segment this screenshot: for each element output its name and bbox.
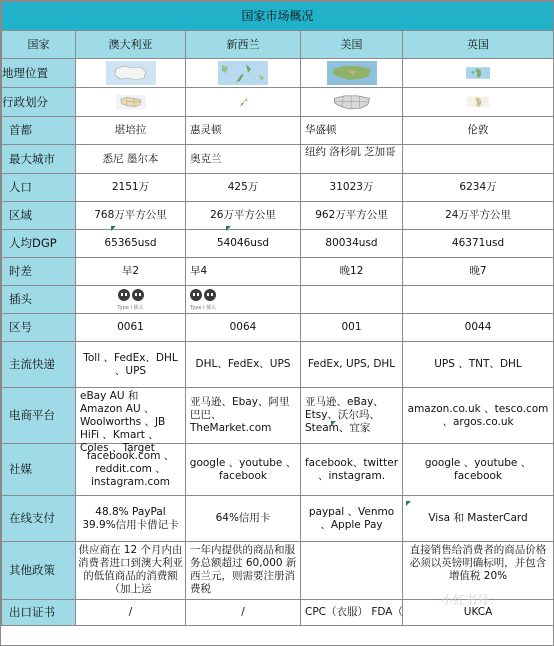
city-new-zealand: 奥克兰 bbox=[186, 145, 301, 174]
nz-map-icon bbox=[218, 61, 268, 85]
capital-usa: 华盛顿 bbox=[301, 117, 403, 145]
row-timezone bbox=[2, 258, 554, 286]
code-new-zealand: 0064 bbox=[186, 314, 301, 342]
australia-map-image bbox=[76, 59, 186, 88]
population-australia: 2151万 bbox=[76, 174, 186, 202]
australia-map-icon bbox=[106, 61, 156, 85]
plug-australia bbox=[76, 286, 186, 314]
cert-australia: / bbox=[76, 600, 186, 626]
row-label: 行政划分 bbox=[2, 88, 76, 117]
row-label: 最大城市 bbox=[2, 145, 76, 174]
row-label: 地理位置 bbox=[2, 59, 76, 88]
gdp-australia: 65365usd bbox=[76, 230, 186, 258]
cert-new-zealand: / bbox=[186, 600, 301, 626]
row-label: 出口证书 bbox=[2, 600, 76, 626]
row-population bbox=[2, 174, 554, 202]
cell-marker-icon bbox=[111, 226, 116, 231]
plug-socket-icon bbox=[190, 289, 216, 301]
header-new-zealand: 新西兰 bbox=[186, 31, 301, 59]
cert-usa-text: CPC（衣服） FDA（ bbox=[305, 606, 403, 618]
row-label: 电商平台 bbox=[2, 388, 76, 444]
capital-australia: 堪培拉 bbox=[76, 117, 186, 145]
usa-map-image bbox=[301, 59, 403, 88]
timezone-new-zealand: 早4 bbox=[186, 258, 301, 286]
area-new-zealand: 26万平方公里 bbox=[186, 202, 301, 230]
watermark: 小红书号： bbox=[441, 593, 502, 607]
gdp-usa: 80034usd bbox=[301, 230, 403, 258]
row-label: 区号 bbox=[2, 314, 76, 342]
header-usa: 美国 bbox=[301, 31, 403, 59]
ecommerce-australia bbox=[76, 388, 186, 454]
row-plug bbox=[2, 286, 554, 314]
table-title: 国家市场概况 bbox=[2, 2, 554, 31]
social-uk: google 、youtube 、facebook bbox=[403, 444, 554, 496]
row-label: 时差 bbox=[2, 258, 76, 286]
row-ecommerce bbox=[2, 388, 554, 444]
code-uk: 0044 bbox=[403, 314, 554, 342]
code-usa: 001 bbox=[301, 314, 403, 342]
policy-new-zealand bbox=[186, 542, 301, 600]
row-admin bbox=[2, 88, 554, 117]
city-australia: 悉尼 墨尔本 bbox=[76, 145, 186, 174]
usa-map-icon bbox=[327, 61, 377, 85]
plug-socket-icon bbox=[118, 289, 144, 301]
timezone-australia: 早2 bbox=[76, 258, 186, 286]
cell-marker-icon bbox=[406, 501, 411, 506]
ecommerce-new-zealand: 亚马逊、Ebay、阿里巴巴、TheMarket.com bbox=[186, 388, 301, 444]
area-usa: 962万平方公里 bbox=[301, 202, 403, 230]
row-label: 区域 bbox=[2, 202, 76, 230]
social-australia: facebook.com 、reddit.com 、instagram.com bbox=[76, 444, 186, 496]
plug-caption: Type I 插头 bbox=[190, 304, 217, 311]
title-row bbox=[2, 2, 554, 31]
policy-australia bbox=[76, 542, 186, 600]
area-australia: 768万平方公里 bbox=[76, 202, 186, 230]
cert-usa bbox=[301, 600, 403, 626]
policy-nz-text: 一年内提供的商品和服务总额超过 60,000 新西兰元，则需要注册消费税 bbox=[190, 543, 297, 595]
uk-map-image bbox=[403, 59, 554, 88]
population-new-zealand: 425万 bbox=[186, 174, 301, 202]
express-new-zealand: DHL、FedEx、UPS bbox=[186, 342, 301, 388]
population-usa: 31023万 bbox=[301, 174, 403, 202]
header-uk: 英国 bbox=[403, 31, 554, 59]
payment-uk: Visa 和 MasterCard bbox=[403, 496, 554, 542]
row-label: 人口 bbox=[2, 174, 76, 202]
policy-australia-text: 供应商在 12 个月内由消费者进口到澳大利亚的低值商品的消费额（加上运 bbox=[78, 543, 183, 595]
plug-new-zealand bbox=[186, 286, 301, 314]
social-usa: facebook、twitter 、instagram. bbox=[301, 444, 403, 496]
policy-usa bbox=[301, 542, 403, 600]
header-row bbox=[2, 31, 554, 59]
header-country: 国家 bbox=[2, 31, 76, 59]
nz-admin-icon bbox=[232, 90, 254, 114]
row-label: 在线支付 bbox=[2, 496, 76, 542]
uk-admin-image bbox=[403, 88, 554, 117]
uk-map-icon bbox=[466, 61, 490, 85]
row-express bbox=[2, 342, 554, 388]
row-label: 人均DGP bbox=[2, 230, 76, 258]
social-new-zealand: google 、youtube 、facebook bbox=[186, 444, 301, 496]
row-largest-city bbox=[2, 145, 554, 174]
row-label: 首都 bbox=[2, 117, 76, 145]
nz-admin-image bbox=[186, 88, 301, 117]
row-label: 主流快递 bbox=[2, 342, 76, 388]
row-label: 其他政策 bbox=[2, 542, 76, 600]
city-uk bbox=[403, 145, 554, 174]
capital-uk: 伦敦 bbox=[403, 117, 554, 145]
plug-usa bbox=[301, 286, 403, 314]
capital-new-zealand: 惠灵顿 bbox=[186, 117, 301, 145]
payment-australia: 48.8% PayPal 39.9%信用卡借记卡 bbox=[76, 496, 186, 542]
australia-admin-icon bbox=[116, 90, 146, 114]
uk-admin-icon bbox=[467, 90, 489, 114]
cell-marker-icon bbox=[226, 226, 231, 231]
payment-new-zealand: 64%信用卡 bbox=[186, 496, 301, 542]
usa-admin-image bbox=[301, 88, 403, 117]
australia-admin-image bbox=[76, 88, 186, 117]
plug-caption: Type I 插头 bbox=[117, 304, 144, 311]
cell-marker-icon bbox=[331, 421, 336, 426]
row-area-code bbox=[2, 314, 554, 342]
gdp-new-zealand: 54046usd bbox=[186, 230, 301, 258]
row-payment bbox=[2, 496, 554, 542]
express-usa: FedEx, UPS, DHL bbox=[301, 342, 403, 388]
ecommerce-uk: amazon.co.uk 、tesco.com 、argos.co.uk bbox=[403, 388, 554, 444]
gdp-uk: 46371usd bbox=[403, 230, 554, 258]
row-capital bbox=[2, 117, 554, 145]
code-australia: 0061 bbox=[76, 314, 186, 342]
express-australia: Toll 、FedEx、DHL 、UPS bbox=[76, 342, 186, 388]
timezone-uk: 晚7 bbox=[403, 258, 554, 286]
city-usa bbox=[301, 145, 403, 174]
nz-map-image bbox=[186, 59, 301, 88]
city-usa-text: 纽约 洛杉矶 芝加哥 bbox=[305, 146, 396, 158]
timezone-usa: 晚12 bbox=[301, 258, 403, 286]
policy-uk-text: 直接销售给消费者的商品价格必须以英镑明确标明，并包含增值税 20% bbox=[409, 543, 547, 582]
row-gdp bbox=[2, 230, 554, 258]
ecommerce-australia-text: eBay AU 和 Amazon AU 、Woolworths 、JB HiFi 、Kmart 、Coles 、Target bbox=[80, 389, 166, 454]
plug-uk bbox=[403, 286, 554, 314]
row-label: 插头 bbox=[2, 286, 76, 314]
row-area bbox=[2, 202, 554, 230]
row-geo bbox=[2, 59, 554, 88]
cert-uk: UKCA bbox=[403, 600, 554, 626]
express-uk: UPS 、TNT、DHL bbox=[403, 342, 554, 388]
population-uk: 6234万 bbox=[403, 174, 554, 202]
row-label: 社媒 bbox=[2, 444, 76, 496]
usa-admin-icon bbox=[330, 90, 374, 114]
market-table bbox=[1, 1, 554, 626]
header-australia: 澳大利亚 bbox=[76, 31, 186, 59]
payment-usa: paypal 、Venmo 、Apple Pay bbox=[301, 496, 403, 542]
ecommerce-usa: 亚马逊、eBay、Etsy、沃尔玛、Steam、宜家 bbox=[301, 388, 403, 444]
area-uk: 24万平方公里 bbox=[403, 202, 554, 230]
